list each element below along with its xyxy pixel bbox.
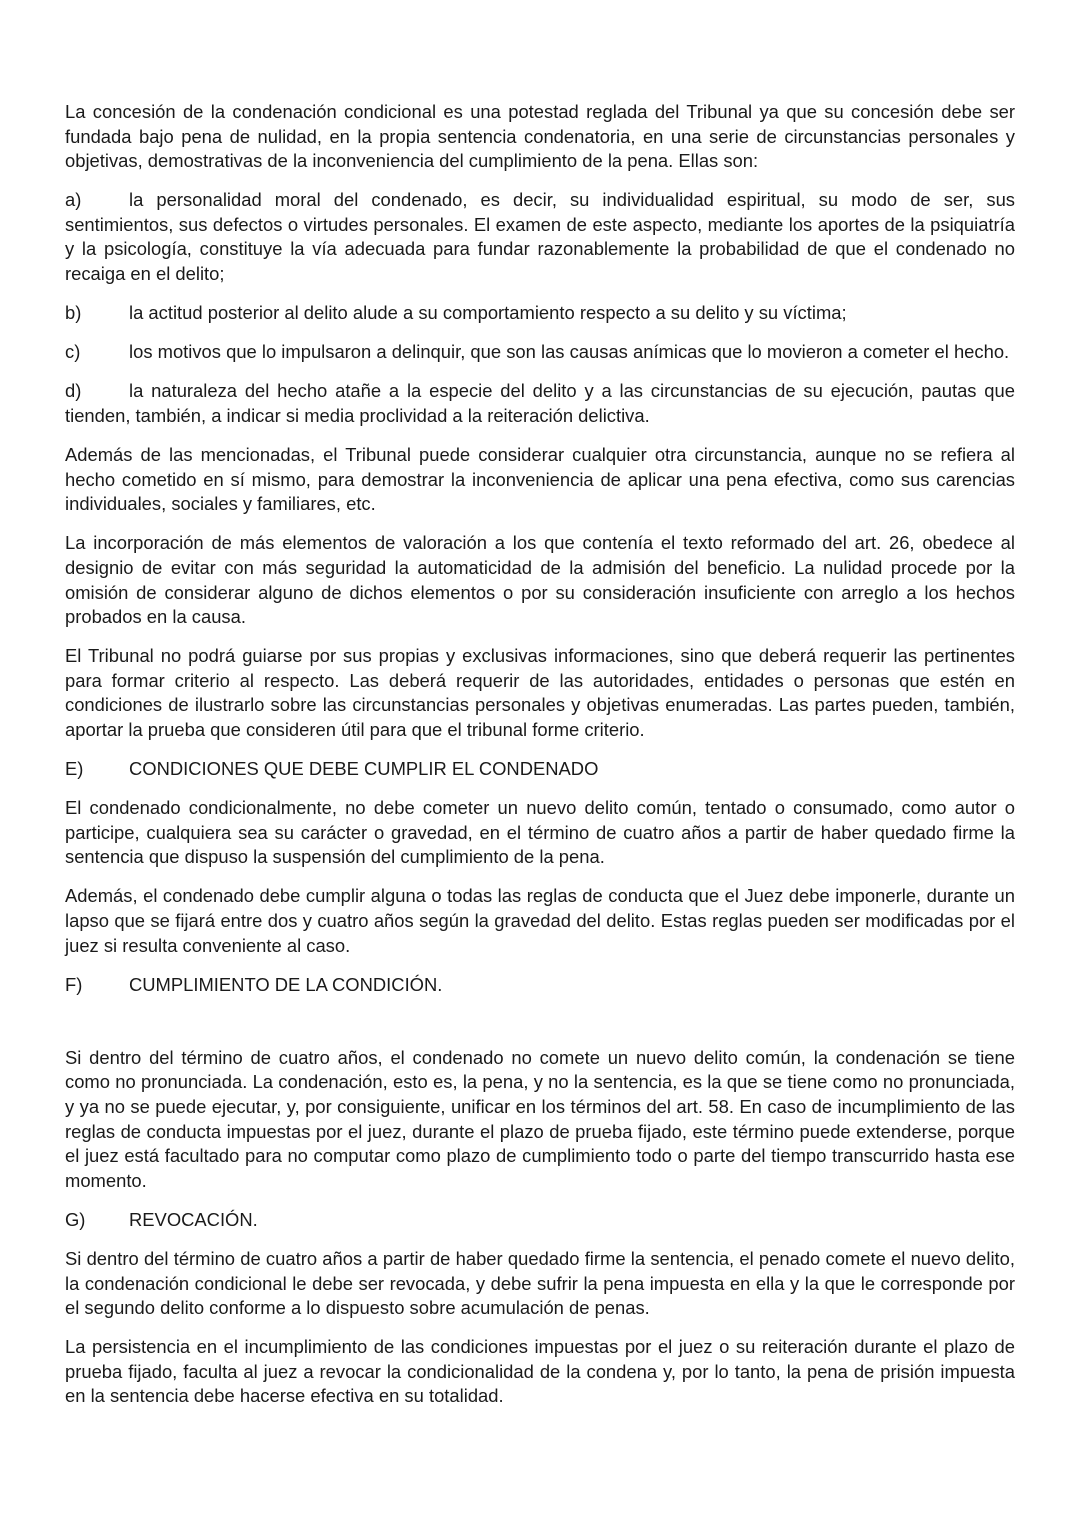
paragraph-tribunal-information: El Tribunal no podrá guiarse por sus propias y exclusivas informaciones, sino que deberá requerir las pertinentes para formar criterio al respecto. Las deberá requerir de las autoridades, entidades o personas que estén en condiciones de ilustrarlo sobre las circunstancias personales y objetivas enumeradas. Las partes pueden, también, aportar la prueba que consideren útil para que el tribunal forme criterio. [65, 645, 1015, 740]
paragraph-conditions: El condenado condicionalmente, no debe cometer un nuevo delito común, tentado o consumado, como autor o participe, cualquiera sea su carácter o gravedad, en el término de cuatro años a partir de haber quedado firme la sentencia que dispuso la suspensión del cumplimiento de la pena. [65, 797, 1015, 868]
paragraph-intro: La concesión de la condenación condicional es una potestad reglada del Tribunal ya que su concesión debe ser fundada bajo pena de nulidad, en la propia sentencia condenatoria, en una serie de circunstancias personales y objetivas, demostrativas de la inconveniencia del cumplimiento de la pena. Ellas son: [65, 101, 1015, 172]
list-item-text: la actitud posterior al delito alude a su comportamiento respecto a su delito y su víctima; [129, 302, 847, 324]
list-item-label: c) [65, 341, 81, 363]
list-item-label: b) [65, 302, 82, 324]
list-item-a [65, 188, 1015, 286]
list-item-c [65, 340, 1015, 365]
section-heading-label: F) [65, 973, 83, 995]
paragraph-persistence: La persistencia en el incumplimiento de las condiciones impuestas por el juez o su reiteración durante el plazo de prueba fijado, faculta al juez a revocar la condicionalidad de la condena y, por lo tanto, la pena de prisión impuesta en la sentencia debe hacerse efectiva en su totalidad. [65, 1336, 1015, 1407]
section-heading-text: CONDICIONES QUE DEBE CUMPLIR EL CONDENADO [129, 758, 599, 780]
list-item-text: los motivos que lo impulsaron a delinquir, que son las causas anímicas que lo movieron a cometer el hecho. [129, 341, 1010, 363]
paragraph-revocation: Si dentro del término de cuatro años a partir de haber quedado firme la sentencia, el penado comete el nuevo delito, la condenación condicional le debe ser revocada, y debe sufrir la pena impuesta en ella y la que le corresponde por el segundo delito conforme a lo dispuesto sobre acumulación de penas. [65, 1247, 1015, 1319]
paragraph-other-circumstances: Además de las mencionadas, el Tribunal puede considerar cualquier otra circunstancia, aunque no se refiera al hecho cometido en sí mismo, para demostrar la inconveniencia de aplicar una pena efectiva, como sus carencias individuales, sociales y familiares, etc. [65, 444, 1015, 515]
list-item-label: d) [65, 380, 82, 402]
section-heading-e [65, 757, 1015, 782]
list-item-text: la personalidad moral del condenado, es decir, su individualidad espiritual, su modo de ser, sus sentimientos, sus defectos o virtudes personales. El examen de este aspecto, mediante los aportes de la psiquiatría y la psicología, constituye la vía adecuada para fundar razonablemente la probabilidad de que el condenado no recaiga en el delito; [65, 189, 1015, 285]
paragraph-fulfillment: Si dentro del término de cuatro años, el condenado no comete un nuevo delito común, la condenación se tiene como no pronunciada. La condenación, esto es, la pena, y no la sentencia, es la que se tiene como no pronunciada, y ya no se puede ejecutar, y, por consiguiente, unificar en los términos del art. 58. En caso de incumplimiento de las reglas de conducta impuestas por el juez, durante el plazo de prueba fijado, este término puede extenderse, porque el juez está facultado para no computar como plazo de cumplimiento todo o parte del tiempo transcurrido hasta ese momento. [65, 1046, 1015, 1191]
section-heading-text: REVOCACIÓN. [129, 1208, 258, 1230]
section-heading-f [65, 973, 1015, 998]
list-item-text: la naturaleza del hecho atañe a la especie del delito y a las circunstancias de su ejecución, pautas que tienden, también, a indicar si media proclividad a la reiteración delictiva. [65, 380, 1015, 426]
list-item-d [65, 379, 1015, 428]
blank-space [65, 1012, 1015, 1046]
list-item-b [65, 301, 1015, 326]
section-heading-label: G) [65, 1208, 86, 1230]
section-heading-text: CUMPLIMIENTO DE LA CONDICIÓN. [129, 973, 443, 995]
paragraph-conduct-rules: Además, el condenado debe cumplir alguna o todas las reglas de conducta que el Juez debe imponerle, durante un lapso que se fijará entre dos y cuatro años según la gravedad del delito. Estas reglas pueden ser modificadas por el juez si resulta conveniente al caso. [65, 885, 1015, 956]
document-page [65, 100, 1015, 1424]
section-heading-g [65, 1208, 1015, 1233]
paragraph-valuation-elements: La incorporación de más elementos de valoración a los que contenía el texto reformado del art. 26, obedece al designio de evitar con más seguridad la automaticidad de la admisión del beneficio. La nulidad procede por la omisión de considerar alguno de dichos elementos o por su consideración insuficiente con arreglo a los hechos probados en la causa. [65, 532, 1015, 628]
section-heading-label: E) [65, 758, 84, 780]
list-item-label: a) [65, 189, 82, 211]
